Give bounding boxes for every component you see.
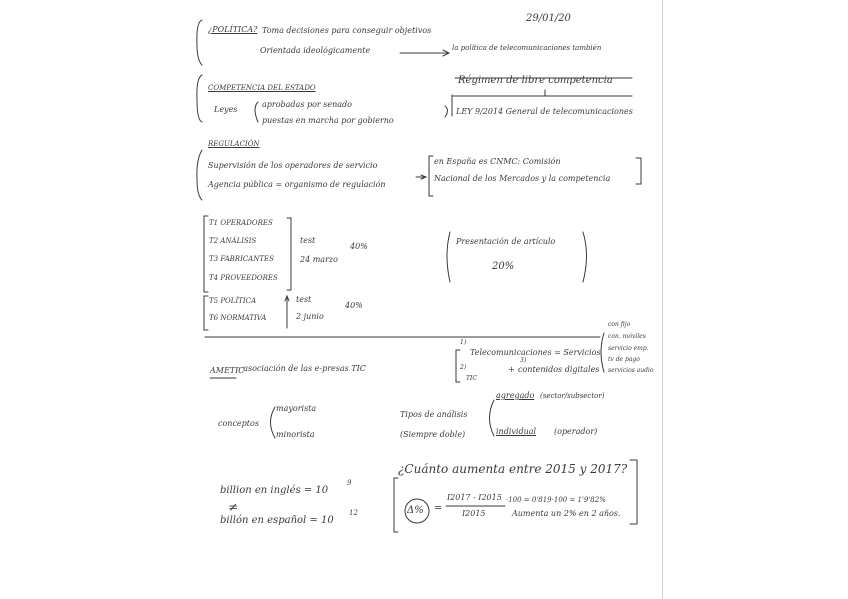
siempre-label: (Siempre doble) <box>400 430 466 439</box>
tipos-label: Tipos de análisis <box>400 410 468 419</box>
servicio-2: con. móviles <box>608 333 646 340</box>
presentacion-label: Presentación de artículo <box>456 237 556 246</box>
regulacion-line2: Agencia pública = organismo de regulación <box>208 180 386 189</box>
billion-espanol-exp: 12 <box>349 509 358 517</box>
tema-t4: T4 PROVEEDORES <box>209 274 278 282</box>
date1-label: 24 marzo <box>300 255 338 264</box>
agregado-label: agregado <box>496 391 535 400</box>
delta-eq: = <box>434 503 443 514</box>
cnmc-line2: Nacional de los Mercados y la competencia <box>434 174 611 183</box>
aumento-result: Aumenta un 2% en 2 años. <box>512 509 621 518</box>
agregado-note: (sector/subsector) <box>540 392 605 400</box>
aumento-times: ·100 = 0'819·100 = 1'9'82% <box>506 496 606 504</box>
ametic-heading: AMETIC <box>210 366 245 375</box>
date2-label: 2 junio <box>296 312 324 321</box>
billion-ingles: billion en inglés = 10 <box>220 485 329 496</box>
pct2-label: 40% <box>345 301 363 310</box>
delta-symbol: Δ% <box>407 505 424 516</box>
ametic-n3: 3) <box>520 357 527 364</box>
tema-t6: T6 NORMATIVA <box>209 314 267 322</box>
politica-line2: Orientada ideológicamente <box>260 46 371 55</box>
servicio-5: servicios audio <box>608 367 654 374</box>
billion-ingles-exp: 9 <box>347 479 352 487</box>
puestas-label: puestas en marcha por gobierno <box>262 116 394 125</box>
politica-line1: Toma decisiones para conseguir objetivos <box>262 26 432 35</box>
fraction-numerator: I2017 - I2015 <box>447 493 502 502</box>
individual-label: individual <box>496 427 537 436</box>
servicio-1: con fijo <box>608 321 631 328</box>
politica-arrow-target: la política de telecomunicaciones también <box>452 44 602 52</box>
regulacion-line1: Supervisión de los operadores de servicio <box>208 161 378 170</box>
mayorista-label: mayorista <box>276 404 317 413</box>
tema-t1: T1 OPERADORES <box>209 219 273 227</box>
competencia-heading: COMPETENCIA DEL ESTADO <box>208 84 316 92</box>
ametic-desc: : asociación de las e-presas TIC <box>238 364 366 373</box>
ametic-n2: 2) <box>460 364 467 371</box>
test1-label: test <box>300 236 316 245</box>
test2-label: test <box>296 295 312 304</box>
individual-note: (operador) <box>554 427 598 436</box>
conceptos-label: conceptos <box>218 419 259 428</box>
politica-heading: ¿POLÍTICA? <box>208 25 258 34</box>
servicio-3: servicio emp. <box>608 345 649 352</box>
servicio-4: tv de pago <box>608 356 640 363</box>
billion-neq: ≠ <box>228 500 239 514</box>
aumento-question: ¿Cuánto aumenta entre 2015 y 2017? <box>398 462 628 476</box>
pct1-label: 40% <box>350 242 368 251</box>
regulacion-heading: REGULACIÓN <box>208 140 260 148</box>
ley-label: LEY 9/2014 General de telecomunicaciones <box>456 107 633 116</box>
fraction-denominator: I2015 <box>462 509 486 518</box>
presentacion-pct: 20% <box>492 261 515 272</box>
ametic-n1: 1) <box>460 339 467 346</box>
tema-t5: T5 POLÍTICA <box>209 297 257 305</box>
cnmc-line1: en España es CNMC: Comisión <box>434 157 561 166</box>
date: 29/01/20 <box>526 13 571 24</box>
tema-t3: T3 FABRICANTES <box>209 255 274 263</box>
telecom-label: Telecomunicaciones = Servicios <box>470 348 601 357</box>
billion-espanol: billón en español = 10 <box>220 515 334 526</box>
contenidos-label: contenidos digitales <box>518 365 600 374</box>
ametic-tic: TIC <box>466 375 477 382</box>
minorista-label: minorista <box>276 430 315 439</box>
regimen-label: Régimen de libre competencia <box>458 75 613 86</box>
leyes-label: Leyes <box>214 105 238 114</box>
aprobadas-label: aprobadas por senado <box>262 100 352 109</box>
tema-t2: T2 ANÁLISIS <box>209 237 257 245</box>
ametic-plus: + <box>508 365 515 374</box>
